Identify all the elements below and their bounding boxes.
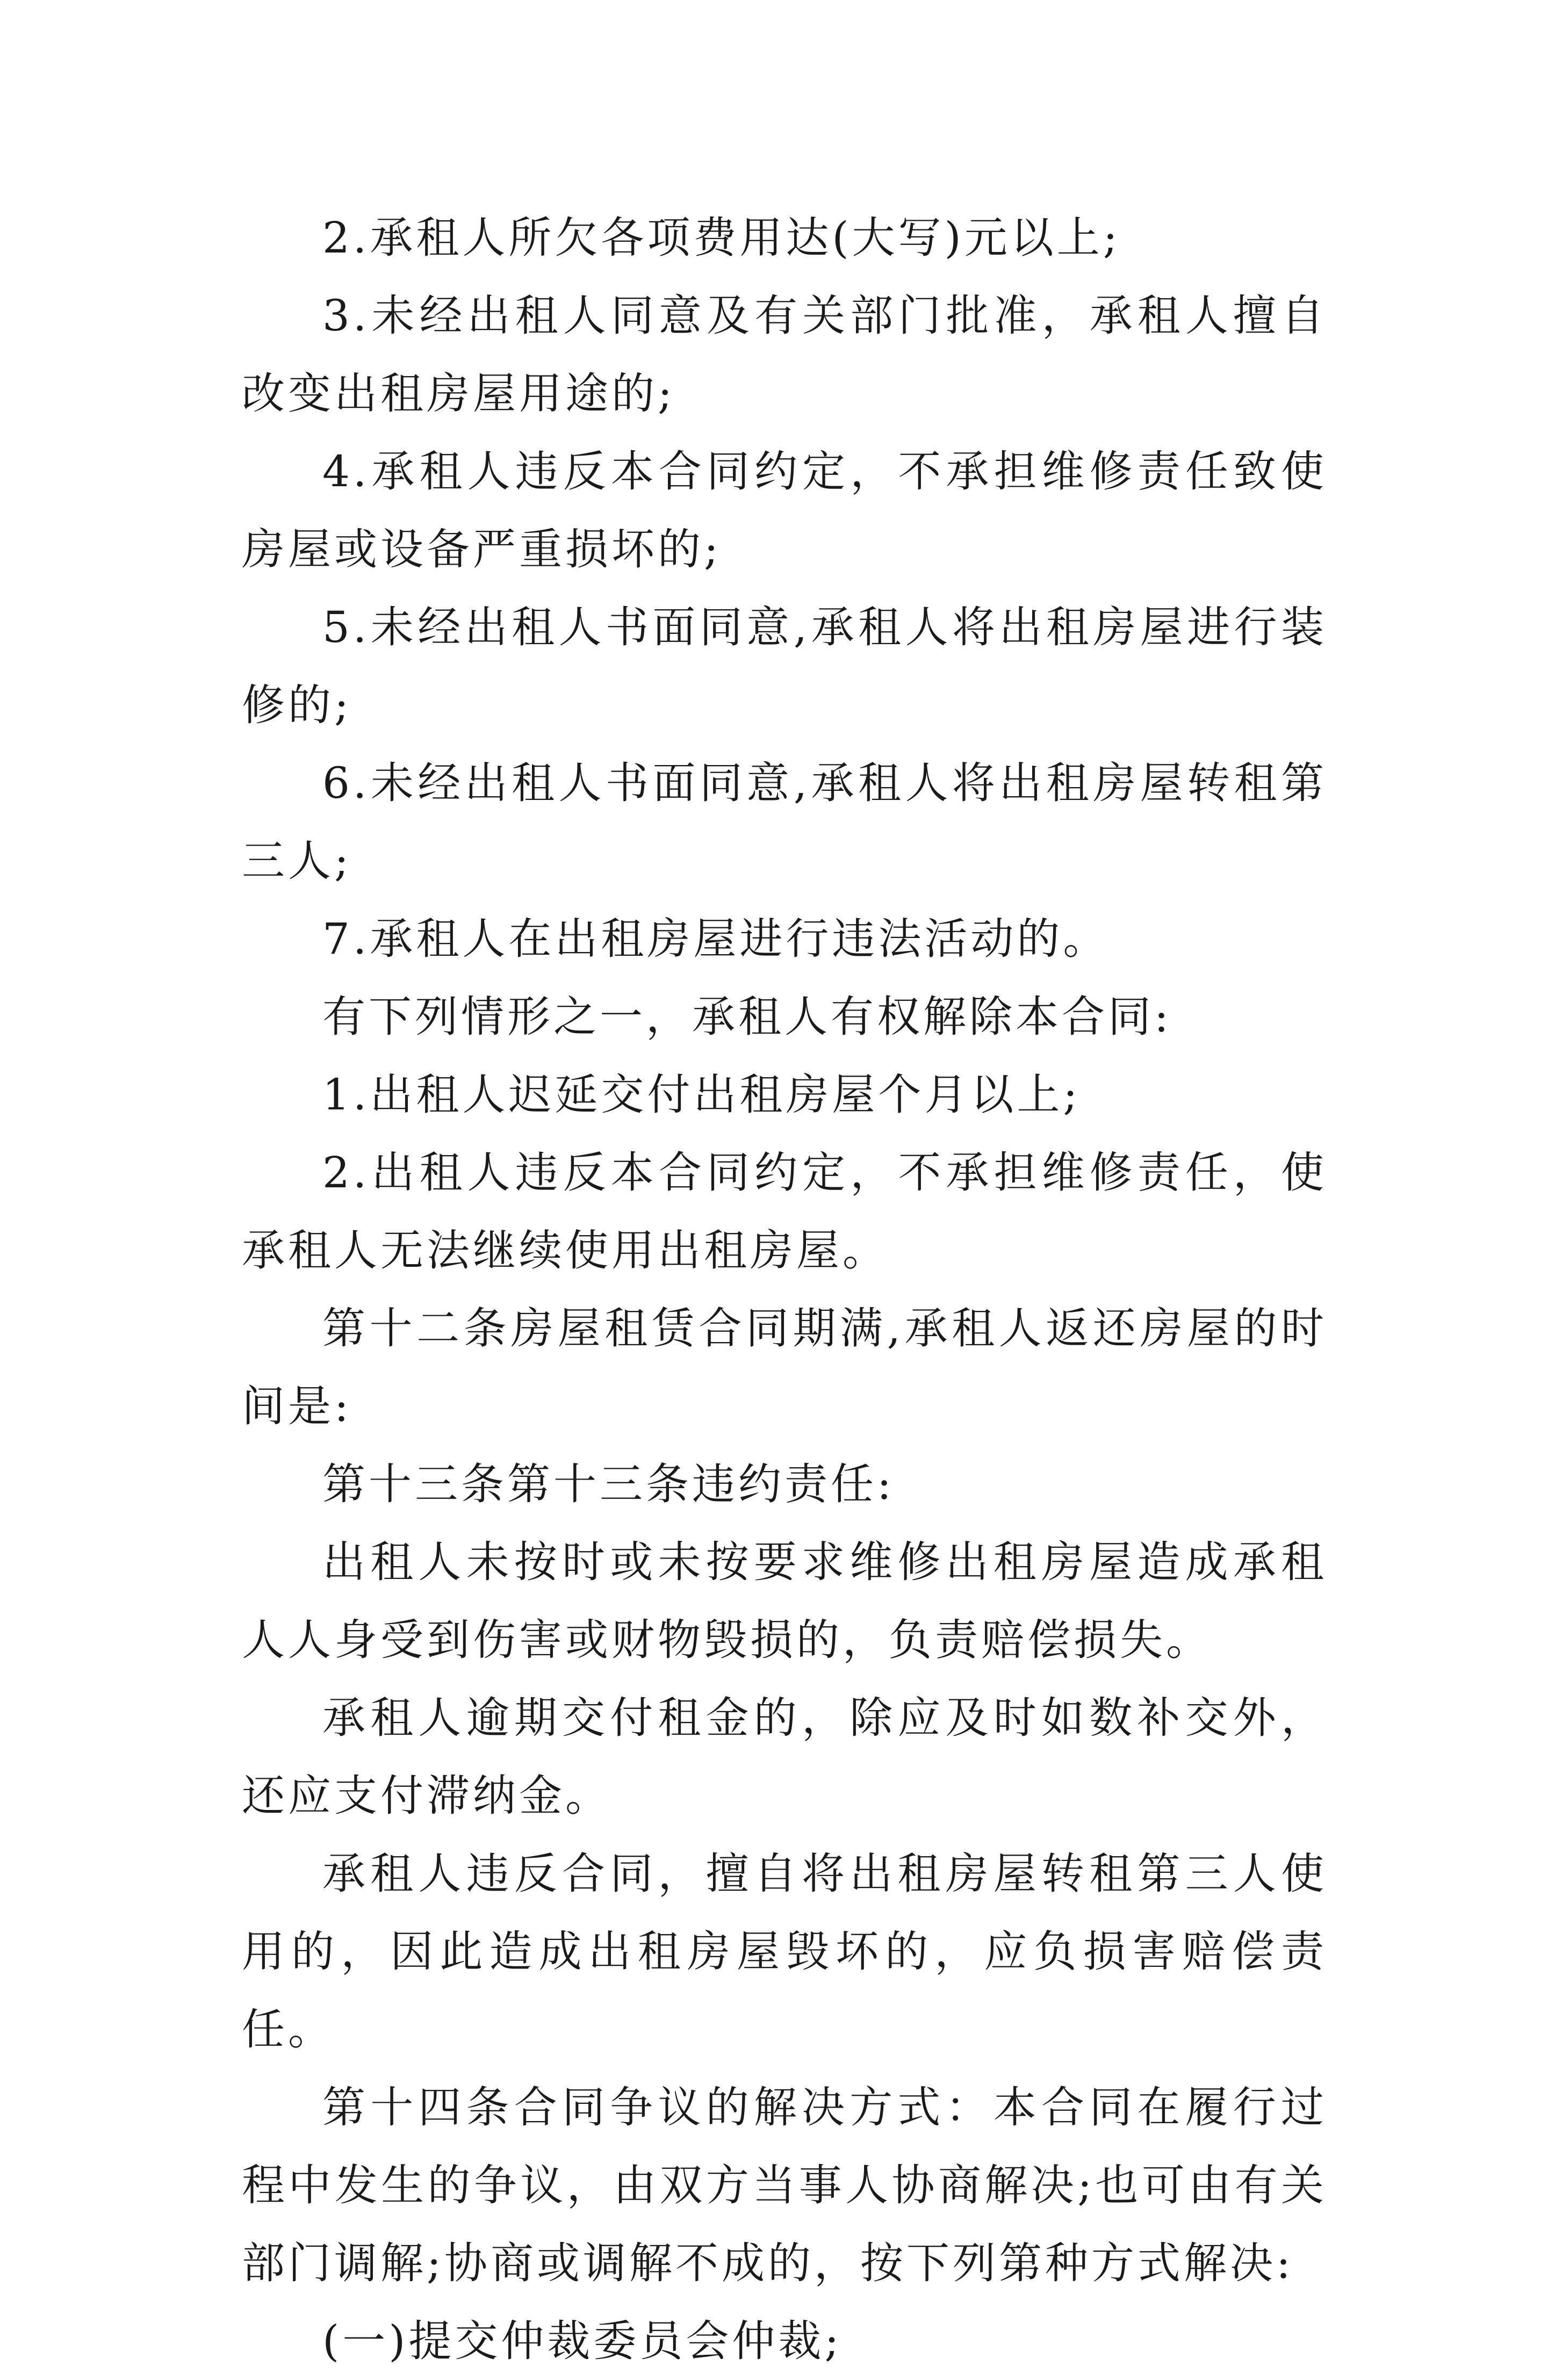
paragraph-arbitration-option: (一)提交仲裁委员会仲裁; [322,2316,843,2366]
paragraph-article-13: 第十三条第十三条违约责任: [322,1459,895,1509]
document-body [242,199,1327,2380]
paragraph-clause-4: 4.承租人违反本合同约定，不承担维修责任致使房屋或设备严重损坏的; [242,446,1327,574]
paragraph-landlord-liability: 出租人未按时或未按要求维修出租房屋造成承租人人身受到伤害或财物毁损的，负责赔偿损失。 [242,1537,1327,1665]
paragraph-clause-7: 7.承租人在出租房屋进行违法活动的。 [322,914,1110,964]
paragraph-clause-5: 5.未经出租人书面同意,承租人将出租房屋进行装修的; [242,602,1327,730]
paragraph-tenant-clause-2: 2.出租人违反本合同约定，不承担维修责任，使承租人无法继续使用出租房屋。 [242,1148,1327,1275]
paragraph-article-12: 第十二条房屋租赁合同期满,承租人返还房屋的时间是: [242,1303,1327,1431]
paragraph-clause-3: 3.未经出租人同意及有关部门批准，承租人擅自改变出租房屋用途的; [242,291,1327,419]
paragraph-late-rent: 承租人逾期交付租金的，除应及时如数补交外，还应支付滞纳金。 [242,1693,1327,1821]
paragraph-clause-2: 2.承租人所欠各项费用达(大写)元以上; [322,213,1121,263]
paragraph-sublet-liability: 承租人违反合同，擅自将出租房屋转租第三人使用的，因此造成出租房屋毁坏的，应负损害赔偿责任。 [242,1849,1327,2054]
paragraph-clause-6: 6.未经出租人书面同意,承租人将出租房屋转租第三人; [242,758,1327,886]
paragraph-article-14: 第十四条合同争议的解决方式：本合同在履行过程中发生的争议，由双方当事人协商解决;也可由有关部门调解;协商或调解不成的，按下列第种方式解决: [242,2082,1327,2288]
paragraph-tenant-clause-1: 1.出租人迟延交付出租房屋个月以上; [322,1070,1081,1120]
paragraph-tenant-termination-intro: 有下列情形之一，承租人有权解除本合同: [322,992,1172,1042]
